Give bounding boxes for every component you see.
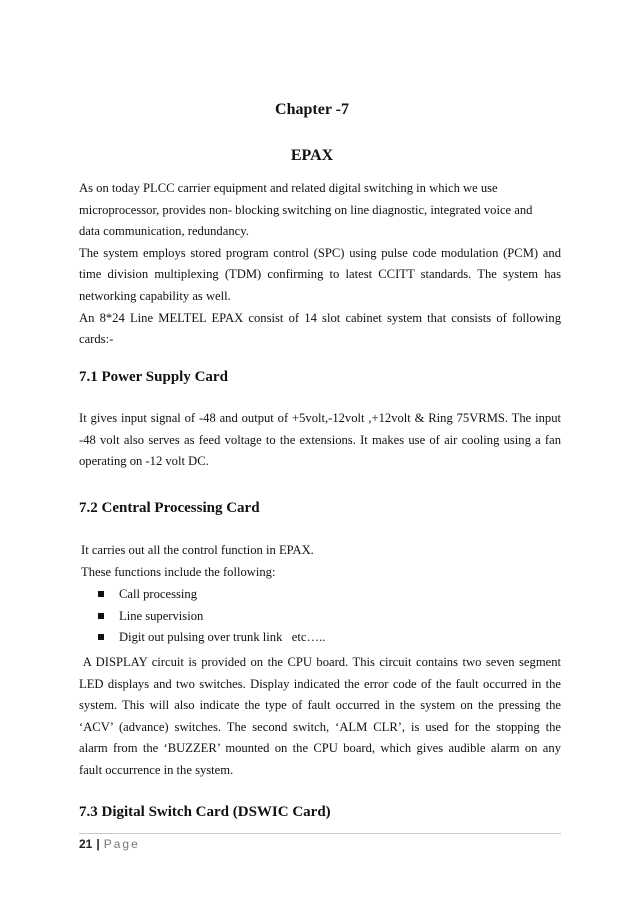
- text-line: These functions include the following:: [81, 564, 276, 579]
- text-line: -48 volt also serves as feed voltage to the extensions. It makes use of air cooling using a fan: [79, 432, 561, 447]
- square-bullet-icon: [98, 591, 104, 597]
- page-label: Page: [103, 837, 140, 851]
- chapter-label: Chapter -7: [275, 101, 349, 118]
- text-line: time division multiplexing (TDM) confirming to latest CCITT standards. The system has: [79, 267, 561, 282]
- text-line: As on today PLCC carrier equipment and related digital switching in which we use: [79, 181, 498, 195]
- list-item: Call processing: [98, 584, 325, 606]
- section-7-1-paragraph: [79, 408, 561, 473]
- text-line: alarm from the ‘BUZZER’ mounted on the CPU board, which gives audible alarm on any: [79, 741, 561, 756]
- chapter-title: EPAX: [290, 147, 334, 164]
- text-line: The system employs stored program control (SPC) using pulse code modulation (PCM) and: [79, 245, 561, 260]
- text-line: cards:-: [79, 332, 114, 347]
- section-heading-7-3: 7.3 Digital Switch Card (DSWIC Card): [79, 804, 331, 820]
- text-line: It carries out all the control function in EPAX.: [81, 543, 314, 557]
- section-7-2-intro: [81, 540, 563, 583]
- section-heading-7-2: 7.2 Central Processing Card: [79, 500, 260, 516]
- text-line: operating on -12 volt DC.: [79, 454, 209, 469]
- text-line: data communication, redundancy.: [79, 224, 249, 239]
- page-number: 21: [79, 837, 93, 851]
- section-7-2-body: [79, 652, 561, 782]
- text-line: A DISPLAY circuit is provided on the CPU board. This circuit contains two seven segment: [79, 655, 561, 669]
- footer-separator: |: [96, 837, 100, 851]
- text-line: system. This will also indicate the type of fault occurred in the system on the pressing the: [79, 698, 561, 713]
- page-footer: [79, 837, 140, 851]
- section-heading-7-1: 7.1 Power Supply Card: [79, 369, 228, 385]
- intro-paragraph: [79, 178, 561, 351]
- list-item: Line supervision: [98, 606, 325, 628]
- text-line: An 8*24 Line MELTEL EPAX consist of 14 slot cabinet system that consists of following: [79, 310, 561, 325]
- text-line: ‘ACV’ (advance) switches. The second switch, ‘ALM CLR’, is used for the stopping the: [79, 719, 561, 734]
- function-list: [98, 584, 325, 649]
- footer-divider: [79, 833, 561, 834]
- text-line: networking capability as well.: [79, 288, 231, 303]
- text-line: microprocessor, provides non- blocking switching on line diagnostic, integrated voice and: [79, 202, 533, 217]
- square-bullet-icon: [98, 613, 104, 619]
- text-line: It gives input signal of -48 and output of +5volt,-12volt ,+12volt & Ring 75VRMS. The input: [79, 411, 561, 425]
- square-bullet-icon: [98, 634, 104, 640]
- text-line: fault occurrence in the system.: [79, 762, 234, 777]
- list-item: Digit out pulsing over trunk link etc…..: [98, 627, 325, 649]
- text-line: LED displays and two switches. Display indicated the error code of the fault occurred in the: [79, 676, 561, 691]
